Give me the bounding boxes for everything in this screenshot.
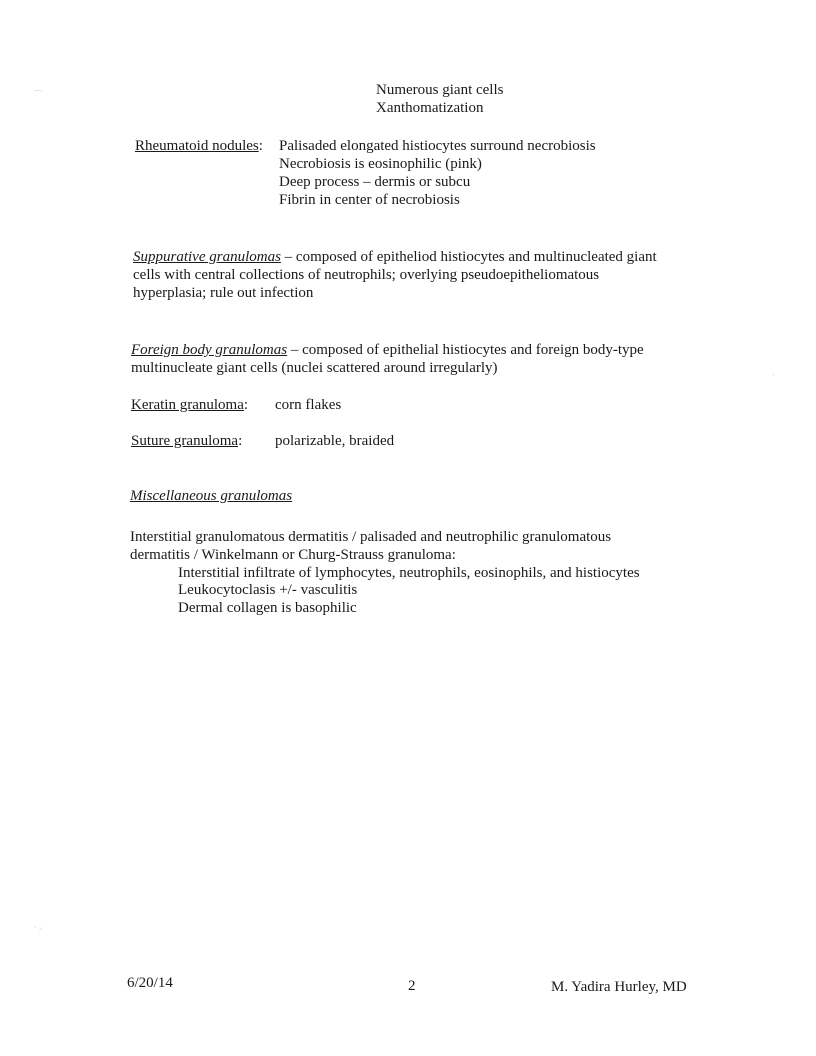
scan-speck: ⁀ [34, 90, 42, 100]
heading-colon: : [258, 138, 263, 154]
suppurative-paragraph-line: cells with central collections of neutrophils; overlying pseudoepitheliomatous [133, 267, 600, 283]
rheumatoid-line: Necrobiosis is eosinophilic (pink) [279, 156, 482, 172]
misc-item: Interstitial infiltrate of lymphocytes, neutrophils, eosinophils, and histiocytes [178, 565, 640, 581]
suppurative-paragraph-line [133, 248, 657, 266]
scan-speck: ⸱ ⸝ [34, 922, 44, 932]
keratin-text: corn flakes [275, 397, 342, 413]
footer-page-number: 2 [408, 978, 416, 994]
heading-colon: : [243, 397, 249, 413]
suppurative-heading: Suppurative granulomas [133, 249, 281, 265]
rheumatoid-line: Palisaded elongated histiocytes surround necrobiosis [279, 138, 596, 154]
suppurative-text: – composed of epitheliod histiocytes and multinucleated giant [280, 249, 657, 265]
keratin-heading-text: Keratin granuloma [131, 397, 244, 413]
footer-date: 6/20/14 [127, 975, 173, 991]
foreign-body-text: – composed of epithelial histiocytes and foreign body-type [287, 342, 644, 358]
misc-intro-line: Interstitial granulomatous dermatitis / palisaded and neutrophilic granulomatous [130, 529, 612, 545]
keratin-heading [131, 396, 248, 414]
foreign-body-paragraph-line [131, 341, 644, 359]
heading-colon: : [238, 433, 243, 449]
suppurative-paragraph-line: hyperplasia; rule out infection [133, 285, 314, 301]
foreign-body-heading: Foreign body granulomas [131, 342, 288, 358]
suture-text: polarizable, braided [275, 433, 395, 449]
suture-heading [131, 432, 242, 450]
rheumatoid-heading-text: Rheumatoid nodules [135, 138, 259, 154]
rheumatoid-heading [135, 137, 263, 155]
top-list-line: Xanthomatization [376, 100, 484, 116]
misc-intro-line: dermatitis / Winkelmann or Churg-Strauss granuloma: [130, 547, 456, 563]
footer-author: M. Yadira Hurley, MD [551, 979, 687, 995]
misc-item: Leukocytoclasis +/- vasculitis [178, 582, 358, 598]
scan-speck: · [772, 370, 775, 380]
foreign-body-paragraph-line: multinucleate giant cells (nuclei scattered around irregularly) [131, 360, 498, 376]
top-list-line: Numerous giant cells [376, 82, 504, 98]
rheumatoid-line: Deep process – dermis or subcu [279, 174, 471, 190]
rheumatoid-line: Fibrin in center of necrobiosis [279, 192, 460, 208]
misc-item: Dermal collagen is basophilic [178, 600, 357, 616]
suture-heading-text: Suture granuloma [131, 433, 239, 449]
misc-heading: Miscellaneous granulomas [130, 488, 293, 504]
